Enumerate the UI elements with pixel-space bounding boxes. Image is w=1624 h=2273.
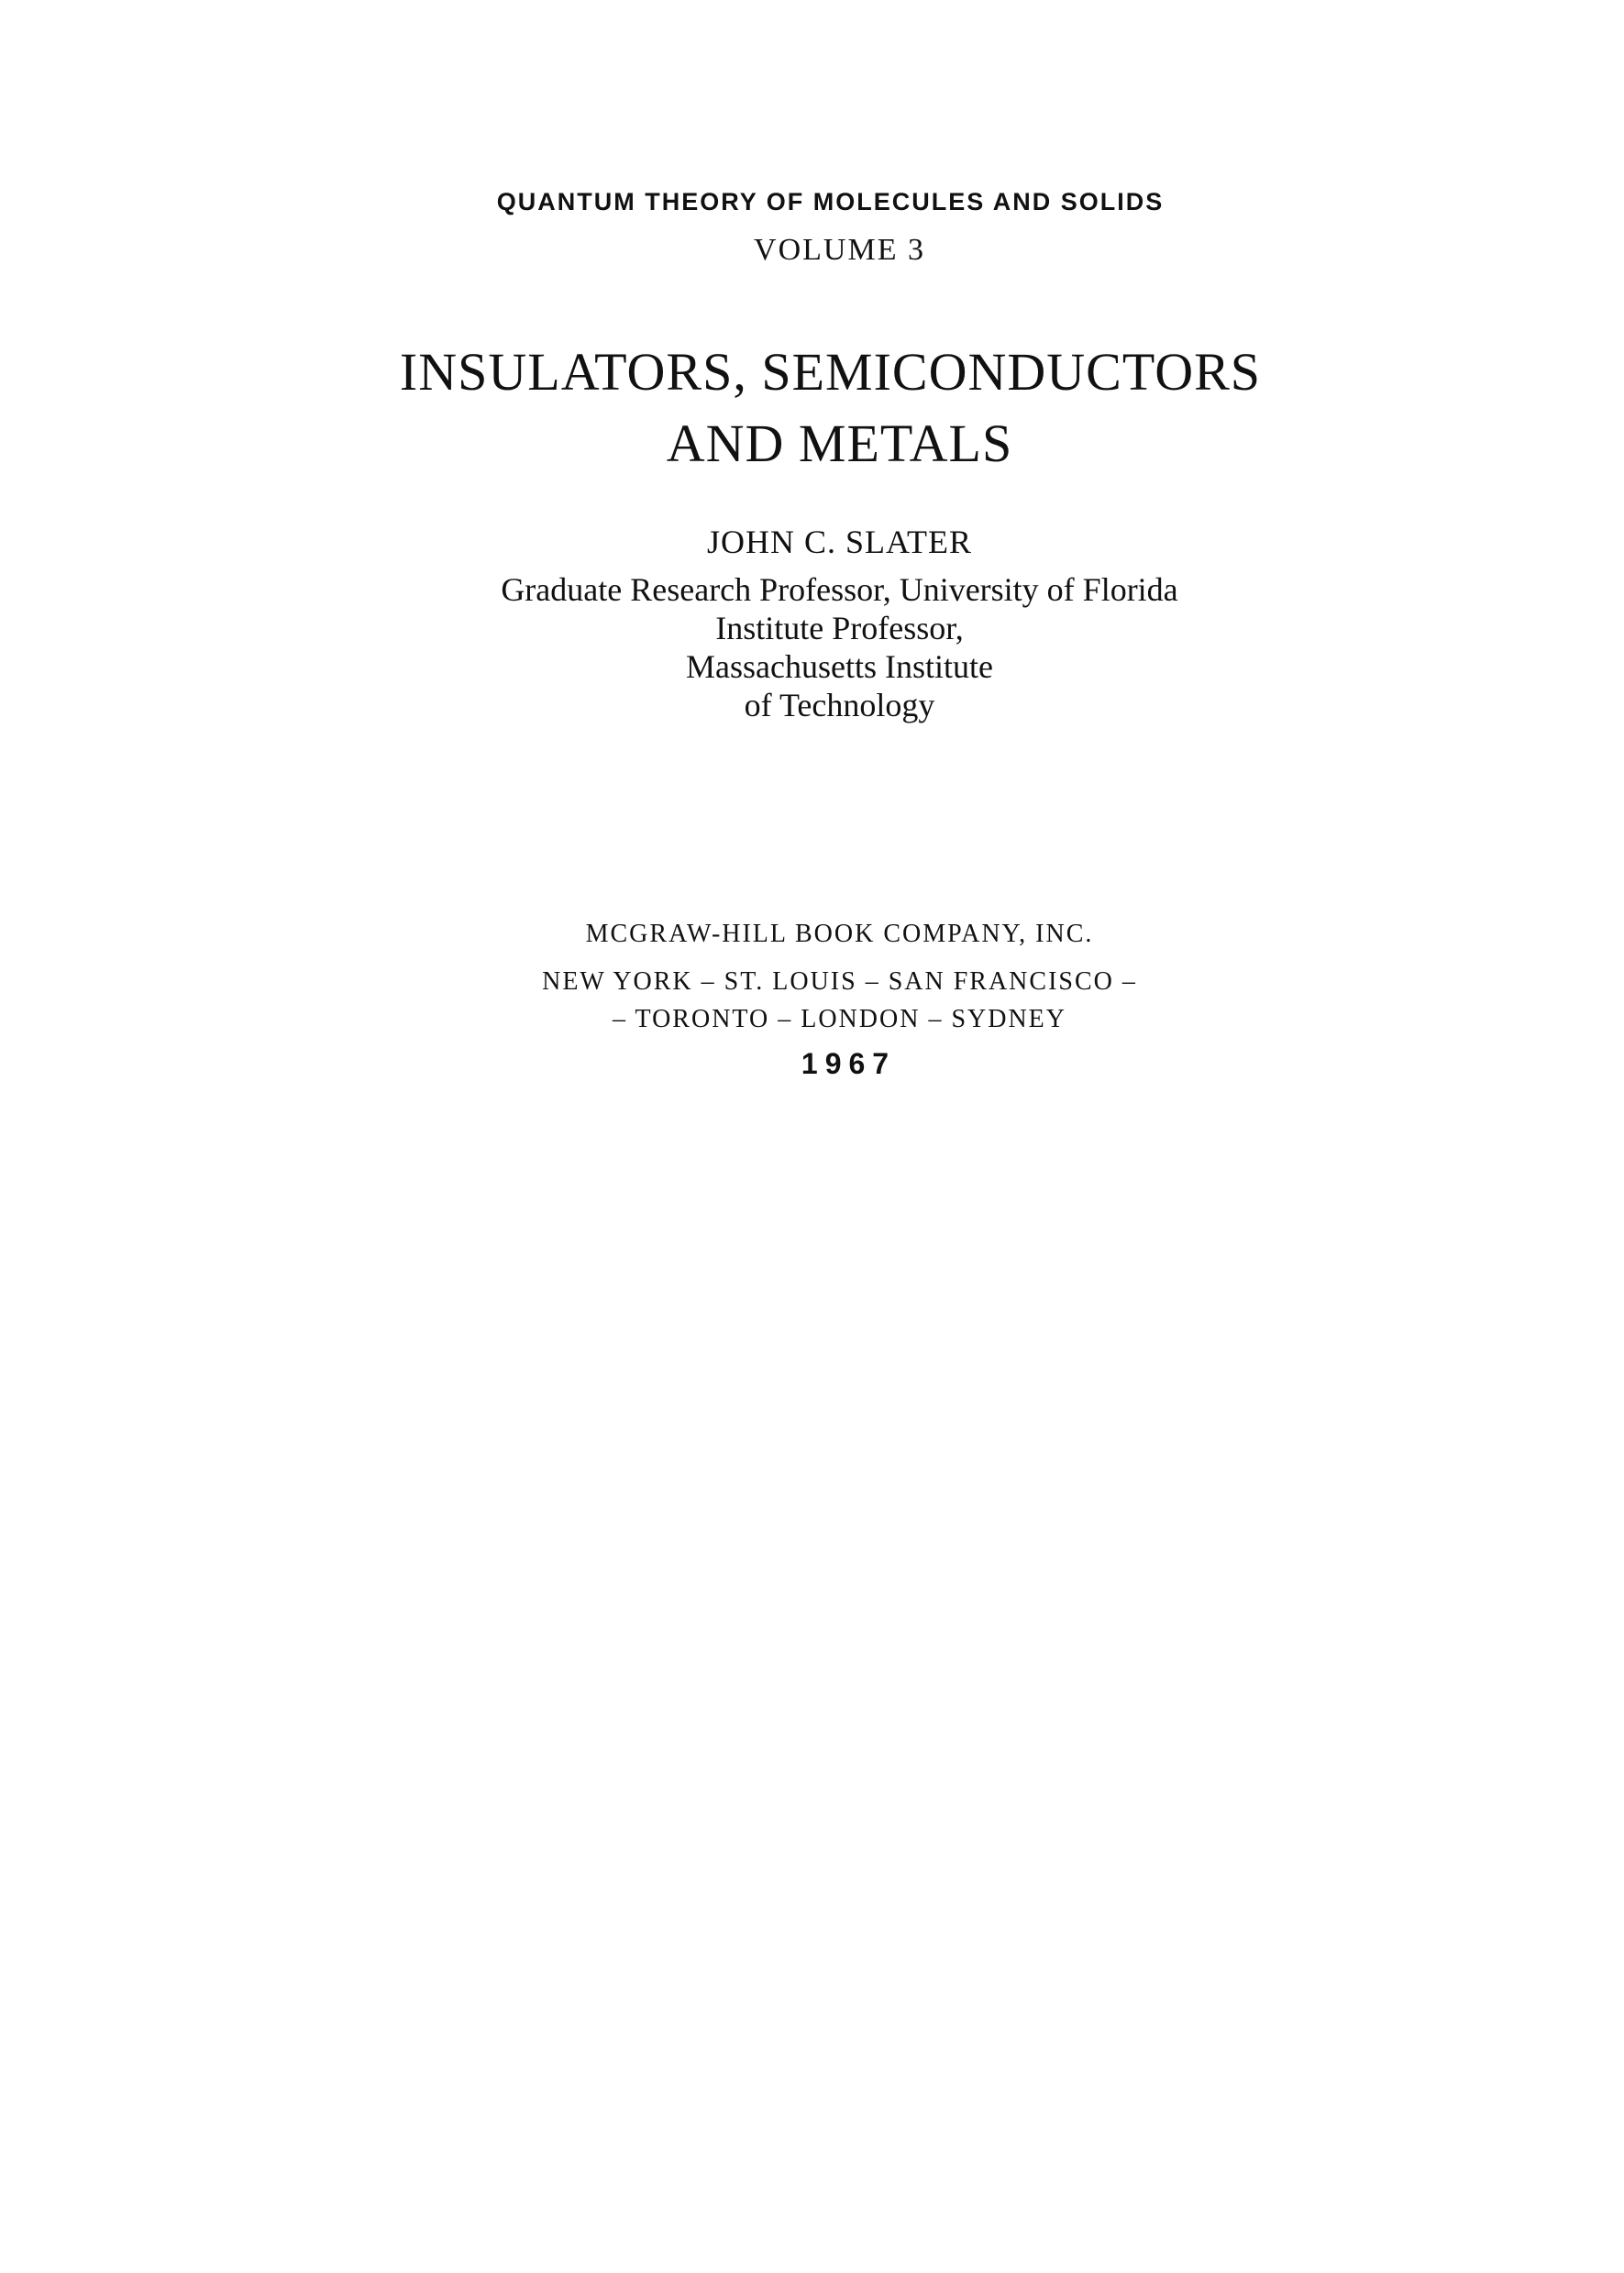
series-title: QUANTUM THEORY OF MOLECULES AND SOLIDS [496, 188, 1165, 215]
author-name: JOHN C. SLATER [706, 524, 973, 560]
publisher-name: MCGRAW-HILL BOOK COMPANY, INC. [585, 920, 1094, 948]
author-affiliation-line: Institute Professor, [715, 610, 964, 646]
publisher-cities: NEW YORK – ST. LOUIS – SAN FRANCISCO – [542, 967, 1137, 996]
volume-number: VOLUME 3 [754, 233, 925, 267]
book-title-line-1: INSULATORS, SEMICONDUCTORS [399, 342, 1262, 402]
author-affiliation-line: Graduate Research Professor, University of Florida [501, 571, 1178, 608]
author-affiliation-line: Massachusetts Institute [686, 648, 993, 685]
book-title-line-2: AND METALS [666, 414, 1013, 473]
publisher-cities: – TORONTO – LONDON – SYDNEY [612, 1005, 1066, 1033]
publication-year: 1967 [801, 1047, 897, 1080]
author-affiliation-line: of Technology [744, 687, 935, 723]
